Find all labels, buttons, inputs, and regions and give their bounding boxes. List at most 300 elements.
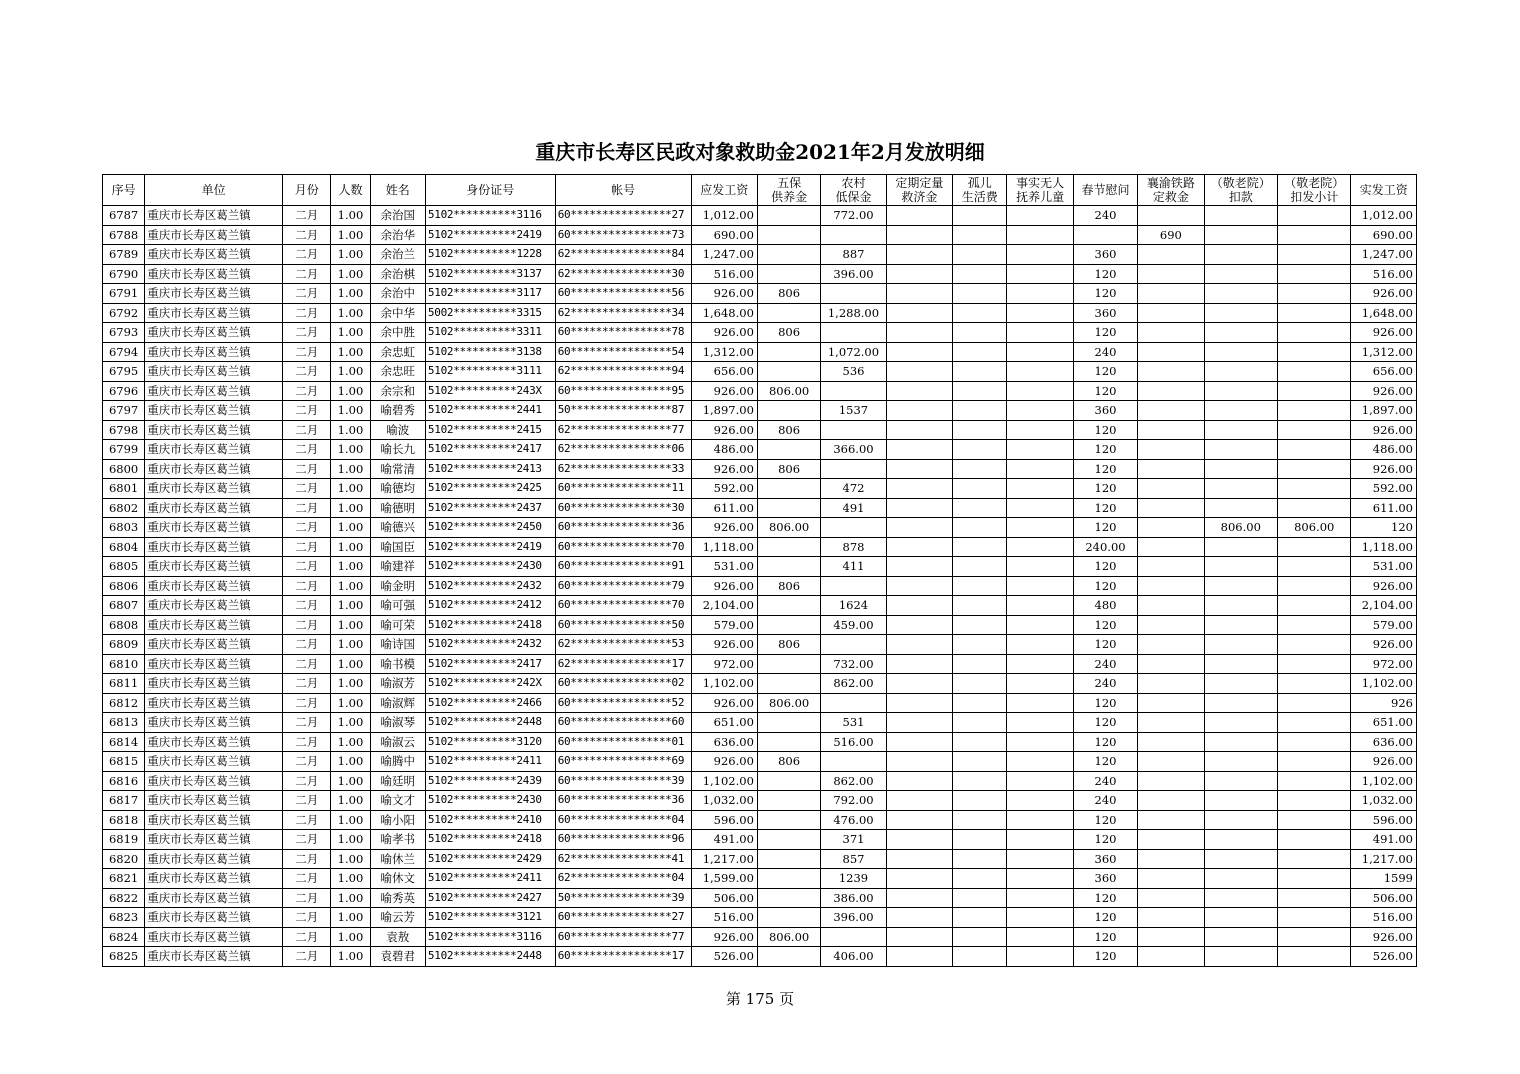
cell-net-pay: 926.00 bbox=[1351, 752, 1417, 772]
table-row bbox=[103, 206, 1417, 226]
cell-month: 二月 bbox=[283, 206, 331, 226]
cell-rural-minimum bbox=[821, 576, 886, 596]
cell-id-number: 5102**********2419 bbox=[425, 537, 555, 557]
cell-unit: 重庆市长寿区葛兰镇 bbox=[145, 342, 283, 362]
cell-id-number: 5102**********3311 bbox=[425, 323, 555, 343]
cell-name: 余宗和 bbox=[370, 381, 425, 401]
cell-account: 62****************33 bbox=[555, 459, 691, 479]
cell-de-facto-orphan bbox=[1007, 323, 1073, 343]
cell-five-guarantee bbox=[757, 401, 820, 421]
cell-nursing-subtotal bbox=[1278, 908, 1351, 928]
cell-id-number: 5102**********2417 bbox=[425, 654, 555, 674]
cell-xiangyu-railway bbox=[1138, 596, 1204, 616]
cell-count: 1.00 bbox=[331, 888, 370, 908]
cell-unit: 重庆市长寿区葛兰镇 bbox=[145, 596, 283, 616]
cell-month: 二月 bbox=[283, 537, 331, 557]
cell-regular-relief bbox=[886, 869, 952, 889]
cell-de-facto-orphan bbox=[1007, 284, 1073, 304]
cell-five-guarantee bbox=[757, 557, 820, 577]
cell-net-pay: 972.00 bbox=[1351, 654, 1417, 674]
cell-five-guarantee bbox=[757, 908, 820, 928]
cell-id-number: 5102**********3121 bbox=[425, 908, 555, 928]
cell-unit: 重庆市长寿区葛兰镇 bbox=[145, 908, 283, 928]
cell-five-guarantee: 806 bbox=[757, 420, 820, 440]
cell-id-number: 5102**********2432 bbox=[425, 576, 555, 596]
cell-unit: 重庆市长寿区葛兰镇 bbox=[145, 771, 283, 791]
table-row bbox=[103, 888, 1417, 908]
cell-name: 余治国 bbox=[370, 206, 425, 226]
cell-net-pay: 1,648.00 bbox=[1351, 303, 1417, 323]
cell-regular-relief bbox=[886, 284, 952, 304]
cell-account: 60****************17 bbox=[555, 947, 691, 967]
cell-seq: 6813 bbox=[103, 713, 145, 733]
cell-regular-relief bbox=[886, 420, 952, 440]
cell-xiangyu-railway bbox=[1138, 947, 1204, 967]
cell-five-guarantee bbox=[757, 537, 820, 557]
cell-nursing-deduction bbox=[1204, 849, 1277, 869]
table-row bbox=[103, 518, 1417, 538]
cell-nursing-subtotal bbox=[1278, 362, 1351, 382]
cell-rural-minimum: 371 bbox=[821, 830, 886, 850]
cell-nursing-deduction bbox=[1204, 596, 1277, 616]
cell-id-number: 5102**********3116 bbox=[425, 206, 555, 226]
cell-month: 二月 bbox=[283, 752, 331, 772]
cell-unit: 重庆市长寿区葛兰镇 bbox=[145, 635, 283, 655]
cell-rural-minimum bbox=[821, 225, 886, 245]
cell-id-number: 5102**********2418 bbox=[425, 830, 555, 850]
cell-account: 62****************06 bbox=[555, 440, 691, 460]
cell-spring-festival: 120 bbox=[1073, 576, 1137, 596]
cell-spring-festival: 120 bbox=[1073, 362, 1137, 382]
cell-gross-pay: 611.00 bbox=[691, 498, 757, 518]
cell-five-guarantee: 806.00 bbox=[757, 693, 820, 713]
page-number: 第 175 页 bbox=[725, 990, 795, 1008]
cell-account: 60****************30 bbox=[555, 498, 691, 518]
cell-id-number: 5102**********242X bbox=[425, 674, 555, 694]
cell-xiangyu-railway bbox=[1138, 849, 1204, 869]
cell-de-facto-orphan bbox=[1007, 830, 1073, 850]
cell-orphan-living bbox=[953, 557, 1007, 577]
cell-xiangyu-railway bbox=[1138, 537, 1204, 557]
header-month: 月份 bbox=[283, 175, 331, 206]
cell-id-number: 5102**********2417 bbox=[425, 440, 555, 460]
cell-de-facto-orphan bbox=[1007, 479, 1073, 499]
cell-gross-pay: 926.00 bbox=[691, 576, 757, 596]
cell-account: 62****************41 bbox=[555, 849, 691, 869]
cell-unit: 重庆市长寿区葛兰镇 bbox=[145, 674, 283, 694]
cell-net-pay: 516.00 bbox=[1351, 264, 1417, 284]
cell-name: 喻德兴 bbox=[370, 518, 425, 538]
cell-month: 二月 bbox=[283, 732, 331, 752]
table-row bbox=[103, 420, 1417, 440]
cell-rural-minimum: 531 bbox=[821, 713, 886, 733]
cell-gross-pay: 926.00 bbox=[691, 459, 757, 479]
cell-orphan-living bbox=[953, 674, 1007, 694]
table-row bbox=[103, 849, 1417, 869]
cell-nursing-deduction bbox=[1204, 245, 1277, 265]
cell-month: 二月 bbox=[283, 713, 331, 733]
cell-rural-minimum: 772.00 bbox=[821, 206, 886, 226]
cell-name: 喻碧秀 bbox=[370, 401, 425, 421]
cell-de-facto-orphan bbox=[1007, 498, 1073, 518]
cell-nursing-deduction bbox=[1204, 732, 1277, 752]
cell-nursing-deduction bbox=[1204, 459, 1277, 479]
table-row bbox=[103, 401, 1417, 421]
cell-spring-festival: 120 bbox=[1073, 693, 1137, 713]
cell-month: 二月 bbox=[283, 693, 331, 713]
cell-month: 二月 bbox=[283, 401, 331, 421]
cell-rural-minimum: 862.00 bbox=[821, 771, 886, 791]
cell-name: 喻书模 bbox=[370, 654, 425, 674]
cell-regular-relief bbox=[886, 674, 952, 694]
cell-seq: 6799 bbox=[103, 440, 145, 460]
cell-count: 1.00 bbox=[331, 693, 370, 713]
cell-id-number: 5102**********2441 bbox=[425, 401, 555, 421]
cell-seq: 6812 bbox=[103, 693, 145, 713]
cell-five-guarantee bbox=[757, 713, 820, 733]
cell-account: 60****************36 bbox=[555, 518, 691, 538]
cell-spring-festival: 120 bbox=[1073, 615, 1137, 635]
header-regular-relief: 定期定量 救济金 bbox=[886, 175, 952, 206]
table-row bbox=[103, 537, 1417, 557]
cell-name: 喻淑琴 bbox=[370, 713, 425, 733]
cell-month: 二月 bbox=[283, 596, 331, 616]
cell-gross-pay: 1,247.00 bbox=[691, 245, 757, 265]
cell-de-facto-orphan bbox=[1007, 440, 1073, 460]
cell-net-pay: 1,217.00 bbox=[1351, 849, 1417, 869]
cell-xiangyu-railway bbox=[1138, 713, 1204, 733]
cell-name: 余中华 bbox=[370, 303, 425, 323]
cell-unit: 重庆市长寿区葛兰镇 bbox=[145, 479, 283, 499]
cell-five-guarantee bbox=[757, 830, 820, 850]
cell-name: 喻淑芳 bbox=[370, 674, 425, 694]
cell-spring-festival: 120 bbox=[1073, 459, 1137, 479]
cell-seq: 6797 bbox=[103, 401, 145, 421]
cell-gross-pay: 1,217.00 bbox=[691, 849, 757, 869]
cell-xiangyu-railway bbox=[1138, 830, 1204, 850]
cell-rural-minimum bbox=[821, 927, 886, 947]
cell-count: 1.00 bbox=[331, 381, 370, 401]
relief-fund-table bbox=[102, 174, 1417, 967]
cell-unit: 重庆市长寿区葛兰镇 bbox=[145, 440, 283, 460]
cell-five-guarantee bbox=[757, 303, 820, 323]
cell-seq: 6808 bbox=[103, 615, 145, 635]
cell-spring-festival: 120 bbox=[1073, 284, 1137, 304]
cell-nursing-subtotal bbox=[1278, 869, 1351, 889]
cell-account: 60****************54 bbox=[555, 342, 691, 362]
cell-regular-relief bbox=[886, 362, 952, 382]
cell-account: 60****************39 bbox=[555, 771, 691, 791]
cell-name: 喻廷明 bbox=[370, 771, 425, 791]
cell-regular-relief bbox=[886, 810, 952, 830]
cell-five-guarantee bbox=[757, 947, 820, 967]
cell-spring-festival: 120 bbox=[1073, 713, 1137, 733]
cell-orphan-living bbox=[953, 635, 1007, 655]
cell-gross-pay: 926.00 bbox=[691, 693, 757, 713]
cell-id-number: 5102**********3138 bbox=[425, 342, 555, 362]
cell-de-facto-orphan bbox=[1007, 635, 1073, 655]
cell-nursing-deduction bbox=[1204, 810, 1277, 830]
cell-count: 1.00 bbox=[331, 420, 370, 440]
cell-month: 二月 bbox=[283, 420, 331, 440]
cell-orphan-living bbox=[953, 342, 1007, 362]
table-row bbox=[103, 771, 1417, 791]
cell-rural-minimum bbox=[821, 752, 886, 772]
table-row bbox=[103, 576, 1417, 596]
table-row bbox=[103, 342, 1417, 362]
cell-nursing-deduction bbox=[1204, 713, 1277, 733]
cell-nursing-subtotal bbox=[1278, 381, 1351, 401]
cell-count: 1.00 bbox=[331, 654, 370, 674]
cell-count: 1.00 bbox=[331, 596, 370, 616]
header-account: 帐号 bbox=[555, 175, 691, 206]
cell-id-number: 5102**********2429 bbox=[425, 849, 555, 869]
cell-orphan-living bbox=[953, 654, 1007, 674]
cell-nursing-subtotal bbox=[1278, 693, 1351, 713]
cell-de-facto-orphan bbox=[1007, 888, 1073, 908]
cell-rural-minimum: 1537 bbox=[821, 401, 886, 421]
cell-name: 喻可强 bbox=[370, 596, 425, 616]
header-nursing-subtotal: （敬老院） 扣发小计 bbox=[1278, 175, 1351, 206]
cell-regular-relief bbox=[886, 615, 952, 635]
cell-net-pay: 579.00 bbox=[1351, 615, 1417, 635]
cell-seq: 6805 bbox=[103, 557, 145, 577]
cell-orphan-living bbox=[953, 440, 1007, 460]
cell-unit: 重庆市长寿区葛兰镇 bbox=[145, 401, 283, 421]
cell-five-guarantee bbox=[757, 245, 820, 265]
cell-net-pay: 926.00 bbox=[1351, 459, 1417, 479]
cell-count: 1.00 bbox=[331, 713, 370, 733]
cell-net-pay: 1599 bbox=[1351, 869, 1417, 889]
cell-name: 喻云芳 bbox=[370, 908, 425, 928]
cell-name: 余忠虹 bbox=[370, 342, 425, 362]
cell-seq: 6806 bbox=[103, 576, 145, 596]
cell-id-number: 5102**********2418 bbox=[425, 615, 555, 635]
cell-regular-relief bbox=[886, 557, 952, 577]
cell-name: 喻常清 bbox=[370, 459, 425, 479]
cell-seq: 6822 bbox=[103, 888, 145, 908]
cell-name: 余治棋 bbox=[370, 264, 425, 284]
cell-seq: 6796 bbox=[103, 381, 145, 401]
cell-five-guarantee bbox=[757, 440, 820, 460]
cell-id-number: 5002**********3315 bbox=[425, 303, 555, 323]
cell-account: 62****************77 bbox=[555, 420, 691, 440]
cell-regular-relief bbox=[886, 888, 952, 908]
cell-rural-minimum bbox=[821, 420, 886, 440]
cell-net-pay: 1,312.00 bbox=[1351, 342, 1417, 362]
cell-orphan-living bbox=[953, 596, 1007, 616]
cell-count: 1.00 bbox=[331, 323, 370, 343]
cell-orphan-living bbox=[953, 284, 1007, 304]
table-row bbox=[103, 635, 1417, 655]
cell-xiangyu-railway bbox=[1138, 635, 1204, 655]
cell-orphan-living bbox=[953, 498, 1007, 518]
table-header-row bbox=[103, 175, 1417, 206]
cell-nursing-deduction bbox=[1204, 537, 1277, 557]
cell-spring-festival: 120 bbox=[1073, 927, 1137, 947]
cell-regular-relief bbox=[886, 849, 952, 869]
cell-regular-relief bbox=[886, 791, 952, 811]
cell-count: 1.00 bbox=[331, 830, 370, 850]
cell-month: 二月 bbox=[283, 264, 331, 284]
cell-five-guarantee: 806 bbox=[757, 323, 820, 343]
cell-rural-minimum: 536 bbox=[821, 362, 886, 382]
cell-name: 喻淑云 bbox=[370, 732, 425, 752]
cell-month: 二月 bbox=[283, 362, 331, 382]
cell-nursing-subtotal bbox=[1278, 245, 1351, 265]
cell-spring-festival: 360 bbox=[1073, 303, 1137, 323]
cell-rural-minimum: 732.00 bbox=[821, 654, 886, 674]
cell-regular-relief bbox=[886, 381, 952, 401]
cell-count: 1.00 bbox=[331, 615, 370, 635]
cell-unit: 重庆市长寿区葛兰镇 bbox=[145, 888, 283, 908]
cell-spring-festival: 240.00 bbox=[1073, 537, 1137, 557]
cell-regular-relief bbox=[886, 752, 952, 772]
table-row bbox=[103, 674, 1417, 694]
cell-orphan-living bbox=[953, 732, 1007, 752]
cell-regular-relief bbox=[886, 732, 952, 752]
cell-month: 二月 bbox=[283, 908, 331, 928]
cell-month: 二月 bbox=[283, 654, 331, 674]
cell-gross-pay: 1,118.00 bbox=[691, 537, 757, 557]
cell-gross-pay: 592.00 bbox=[691, 479, 757, 499]
cell-count: 1.00 bbox=[331, 635, 370, 655]
cell-unit: 重庆市长寿区葛兰镇 bbox=[145, 830, 283, 850]
cell-account: 60****************56 bbox=[555, 284, 691, 304]
cell-net-pay: 1,012.00 bbox=[1351, 206, 1417, 226]
cell-de-facto-orphan bbox=[1007, 401, 1073, 421]
table-row bbox=[103, 908, 1417, 928]
cell-xiangyu-railway bbox=[1138, 771, 1204, 791]
cell-orphan-living bbox=[953, 810, 1007, 830]
cell-id-number: 5102**********2450 bbox=[425, 518, 555, 538]
cell-xiangyu-railway bbox=[1138, 654, 1204, 674]
cell-gross-pay: 1,032.00 bbox=[691, 791, 757, 811]
cell-five-guarantee bbox=[757, 206, 820, 226]
cell-de-facto-orphan bbox=[1007, 576, 1073, 596]
cell-unit: 重庆市长寿区葛兰镇 bbox=[145, 518, 283, 538]
cell-nursing-deduction bbox=[1204, 342, 1277, 362]
cell-account: 62****************30 bbox=[555, 264, 691, 284]
cell-nursing-subtotal bbox=[1278, 849, 1351, 869]
cell-rural-minimum: 862.00 bbox=[821, 674, 886, 694]
cell-de-facto-orphan bbox=[1007, 245, 1073, 265]
cell-five-guarantee: 806 bbox=[757, 576, 820, 596]
cell-unit: 重庆市长寿区葛兰镇 bbox=[145, 225, 283, 245]
cell-unit: 重庆市长寿区葛兰镇 bbox=[145, 576, 283, 596]
table-row bbox=[103, 713, 1417, 733]
cell-account: 62****************17 bbox=[555, 654, 691, 674]
cell-gross-pay: 516.00 bbox=[691, 264, 757, 284]
cell-count: 1.00 bbox=[331, 869, 370, 889]
cell-seq: 6814 bbox=[103, 732, 145, 752]
cell-seq: 6802 bbox=[103, 498, 145, 518]
cell-gross-pay: 526.00 bbox=[691, 947, 757, 967]
cell-five-guarantee: 806.00 bbox=[757, 927, 820, 947]
cell-seq: 6820 bbox=[103, 849, 145, 869]
cell-gross-pay: 926.00 bbox=[691, 284, 757, 304]
page-title: 重庆市长寿区民政对象救助金2021年2月发放明细 bbox=[535, 140, 985, 164]
table-row bbox=[103, 654, 1417, 674]
cell-orphan-living bbox=[953, 830, 1007, 850]
cell-month: 二月 bbox=[283, 927, 331, 947]
cell-month: 二月 bbox=[283, 245, 331, 265]
cell-unit: 重庆市长寿区葛兰镇 bbox=[145, 284, 283, 304]
cell-net-pay: 651.00 bbox=[1351, 713, 1417, 733]
cell-net-pay: 926.00 bbox=[1351, 381, 1417, 401]
cell-five-guarantee: 806 bbox=[757, 752, 820, 772]
cell-gross-pay: 1,312.00 bbox=[691, 342, 757, 362]
cell-orphan-living bbox=[953, 479, 1007, 499]
cell-nursing-subtotal bbox=[1278, 225, 1351, 245]
cell-unit: 重庆市长寿区葛兰镇 bbox=[145, 732, 283, 752]
cell-de-facto-orphan bbox=[1007, 693, 1073, 713]
header-five-guarantee: 五保 供养金 bbox=[757, 175, 820, 206]
cell-seq: 6794 bbox=[103, 342, 145, 362]
cell-five-guarantee bbox=[757, 498, 820, 518]
cell-nursing-subtotal bbox=[1278, 557, 1351, 577]
cell-name: 喻小阳 bbox=[370, 810, 425, 830]
cell-name: 余治华 bbox=[370, 225, 425, 245]
cell-count: 1.00 bbox=[331, 810, 370, 830]
cell-unit: 重庆市长寿区葛兰镇 bbox=[145, 869, 283, 889]
cell-regular-relief bbox=[886, 264, 952, 284]
cell-spring-festival: 120 bbox=[1073, 635, 1137, 655]
cell-gross-pay: 579.00 bbox=[691, 615, 757, 635]
cell-net-pay: 1,102.00 bbox=[1351, 674, 1417, 694]
cell-rural-minimum: 516.00 bbox=[821, 732, 886, 752]
cell-orphan-living bbox=[953, 791, 1007, 811]
cell-xiangyu-railway bbox=[1138, 908, 1204, 928]
cell-orphan-living bbox=[953, 323, 1007, 343]
cell-five-guarantee bbox=[757, 888, 820, 908]
cell-rural-minimum: 1624 bbox=[821, 596, 886, 616]
cell-unit: 重庆市长寿区葛兰镇 bbox=[145, 245, 283, 265]
cell-net-pay: 926.00 bbox=[1351, 420, 1417, 440]
cell-nursing-deduction bbox=[1204, 264, 1277, 284]
cell-spring-festival: 240 bbox=[1073, 206, 1137, 226]
cell-count: 1.00 bbox=[331, 791, 370, 811]
cell-orphan-living bbox=[953, 888, 1007, 908]
cell-orphan-living bbox=[953, 381, 1007, 401]
cell-spring-festival: 120 bbox=[1073, 479, 1137, 499]
cell-name: 喻休兰 bbox=[370, 849, 425, 869]
cell-seq: 6823 bbox=[103, 908, 145, 928]
cell-regular-relief bbox=[886, 498, 952, 518]
cell-spring-festival: 120 bbox=[1073, 381, 1137, 401]
cell-count: 1.00 bbox=[331, 401, 370, 421]
cell-xiangyu-railway bbox=[1138, 791, 1204, 811]
cell-rural-minimum: 792.00 bbox=[821, 791, 886, 811]
cell-month: 二月 bbox=[283, 849, 331, 869]
cell-id-number: 5102**********2411 bbox=[425, 752, 555, 772]
table-row bbox=[103, 810, 1417, 830]
header-count: 人数 bbox=[331, 175, 370, 206]
header-xiangyu-railway: 襄渝铁路 定救金 bbox=[1138, 175, 1204, 206]
cell-de-facto-orphan bbox=[1007, 869, 1073, 889]
cell-spring-festival: 120 bbox=[1073, 440, 1137, 460]
cell-net-pay: 1,897.00 bbox=[1351, 401, 1417, 421]
cell-gross-pay: 690.00 bbox=[691, 225, 757, 245]
cell-regular-relief bbox=[886, 771, 952, 791]
cell-de-facto-orphan bbox=[1007, 362, 1073, 382]
cell-count: 1.00 bbox=[331, 459, 370, 479]
cell-regular-relief bbox=[886, 654, 952, 674]
cell-gross-pay: 926.00 bbox=[691, 381, 757, 401]
table-row bbox=[103, 284, 1417, 304]
cell-spring-festival: 240 bbox=[1073, 674, 1137, 694]
cell-nursing-subtotal bbox=[1278, 284, 1351, 304]
